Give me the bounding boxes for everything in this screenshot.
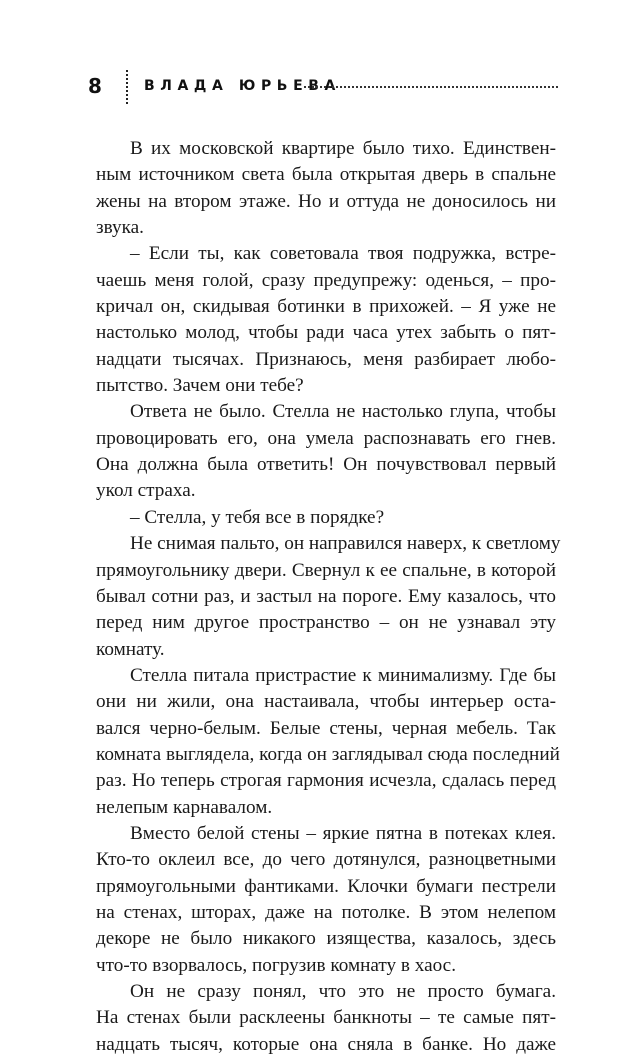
- text-line: – Стелла, у тебя все в порядке?: [130, 506, 385, 528]
- text-line: На стенах были расклеены банкноты – те самые пят-: [96, 1007, 556, 1029]
- text-line: пытство. Зачем они тебе?: [96, 375, 304, 397]
- text-line: чаешь меня голой, сразу предупрежу: оденься, – про-: [96, 269, 556, 291]
- text-line: кричал он, скидывая ботинки в прихожей. – Я уже не: [96, 296, 556, 318]
- text-line: что-то взорвалось, погрузив комнату в хаос.: [96, 954, 456, 976]
- text-line: надцать тысяч, которые она сняла в банке. Но даже: [96, 1033, 556, 1055]
- text-line: надцати тысячах. Признаюсь, меня разбирает любо-: [96, 348, 556, 370]
- text-line: Кто-то оклеил все, до чего дотянулся, разноцветными: [96, 849, 556, 871]
- paragraph: [96, 531, 561, 663]
- text-line: Не снимая пальто, он направился наверх, к светлому: [130, 533, 561, 555]
- text-line: комната выглядела, когда он заглядывал сюда последний: [96, 743, 560, 765]
- text-line: Она должна была ответить! Он почувствовал первый: [96, 454, 556, 476]
- text-line: декоре не было никакого изящества, казалось, здесь: [96, 928, 556, 950]
- text-line: прямоугольными фантиками. Клочки бумаги пестрели: [96, 875, 556, 897]
- text-line: они ни жили, она настаивала, чтобы интерьер оста-: [96, 691, 556, 713]
- paragraph: [96, 505, 556, 531]
- paragraph: [96, 136, 556, 241]
- text-line: провоцировать его, она умела распознавать его гнев.: [96, 427, 556, 449]
- author-name: ВЛАДА ЮРЬЕВА: [144, 78, 341, 94]
- text-line: В их московской квартире было тихо. Единствен-: [130, 138, 556, 159]
- text-line: – Если ты, как советовала твоя подружка, встре-: [130, 243, 556, 265]
- paragraph: [96, 241, 556, 399]
- text-line: ным источником света была открытая дверь в спальне: [96, 164, 556, 186]
- text-line: укол страха.: [96, 480, 196, 502]
- paragraph: [96, 399, 556, 504]
- text-line: Он не сразу понял, что это не просто бумага.: [130, 981, 556, 1002]
- text-line: бывал сотни раз, и застыл на пороге. Ему казалось, что: [96, 585, 556, 607]
- text-line: прямоугольнику двери. Свернул к ее спальне, в которой: [96, 559, 556, 581]
- text-line: раз. Но теперь строгая гармония исчезла, сдалась перед: [96, 770, 556, 792]
- paragraph: [96, 821, 556, 979]
- text-line: Стелла питала пристрастие к минимализму. Где бы: [130, 664, 556, 686]
- text-line: Ответа не было. Стелла не настолько глупа, чтобы: [130, 401, 556, 423]
- body-text: [96, 136, 561, 1058]
- paragraph: [96, 663, 560, 821]
- header-rule: [304, 86, 558, 88]
- paragraph: [96, 979, 556, 1058]
- text-line: комнату.: [96, 638, 165, 660]
- text-line: на стенах, шторах, даже на потолке. В этом нелепом: [96, 901, 556, 923]
- text-line: настолько молод, чтобы ради часа утех забыть о пят-: [96, 322, 556, 344]
- header-separator: [126, 70, 128, 104]
- text-line: звука.: [96, 217, 144, 239]
- text-line: Вместо белой стены – яркие пятна в потеках клея.: [130, 822, 556, 844]
- running-header: [88, 74, 558, 104]
- text-line: перед ним другое пространство – он не узнавал эту: [96, 612, 556, 634]
- text-line: жены на втором этаже. Но и оттуда не доносилось ни: [96, 190, 556, 212]
- text-line: вался черно-белым. Белые стены, черная мебель. Так: [96, 717, 556, 739]
- page-number: 8: [88, 74, 102, 98]
- text-line: нелепым карнавалом.: [96, 796, 273, 818]
